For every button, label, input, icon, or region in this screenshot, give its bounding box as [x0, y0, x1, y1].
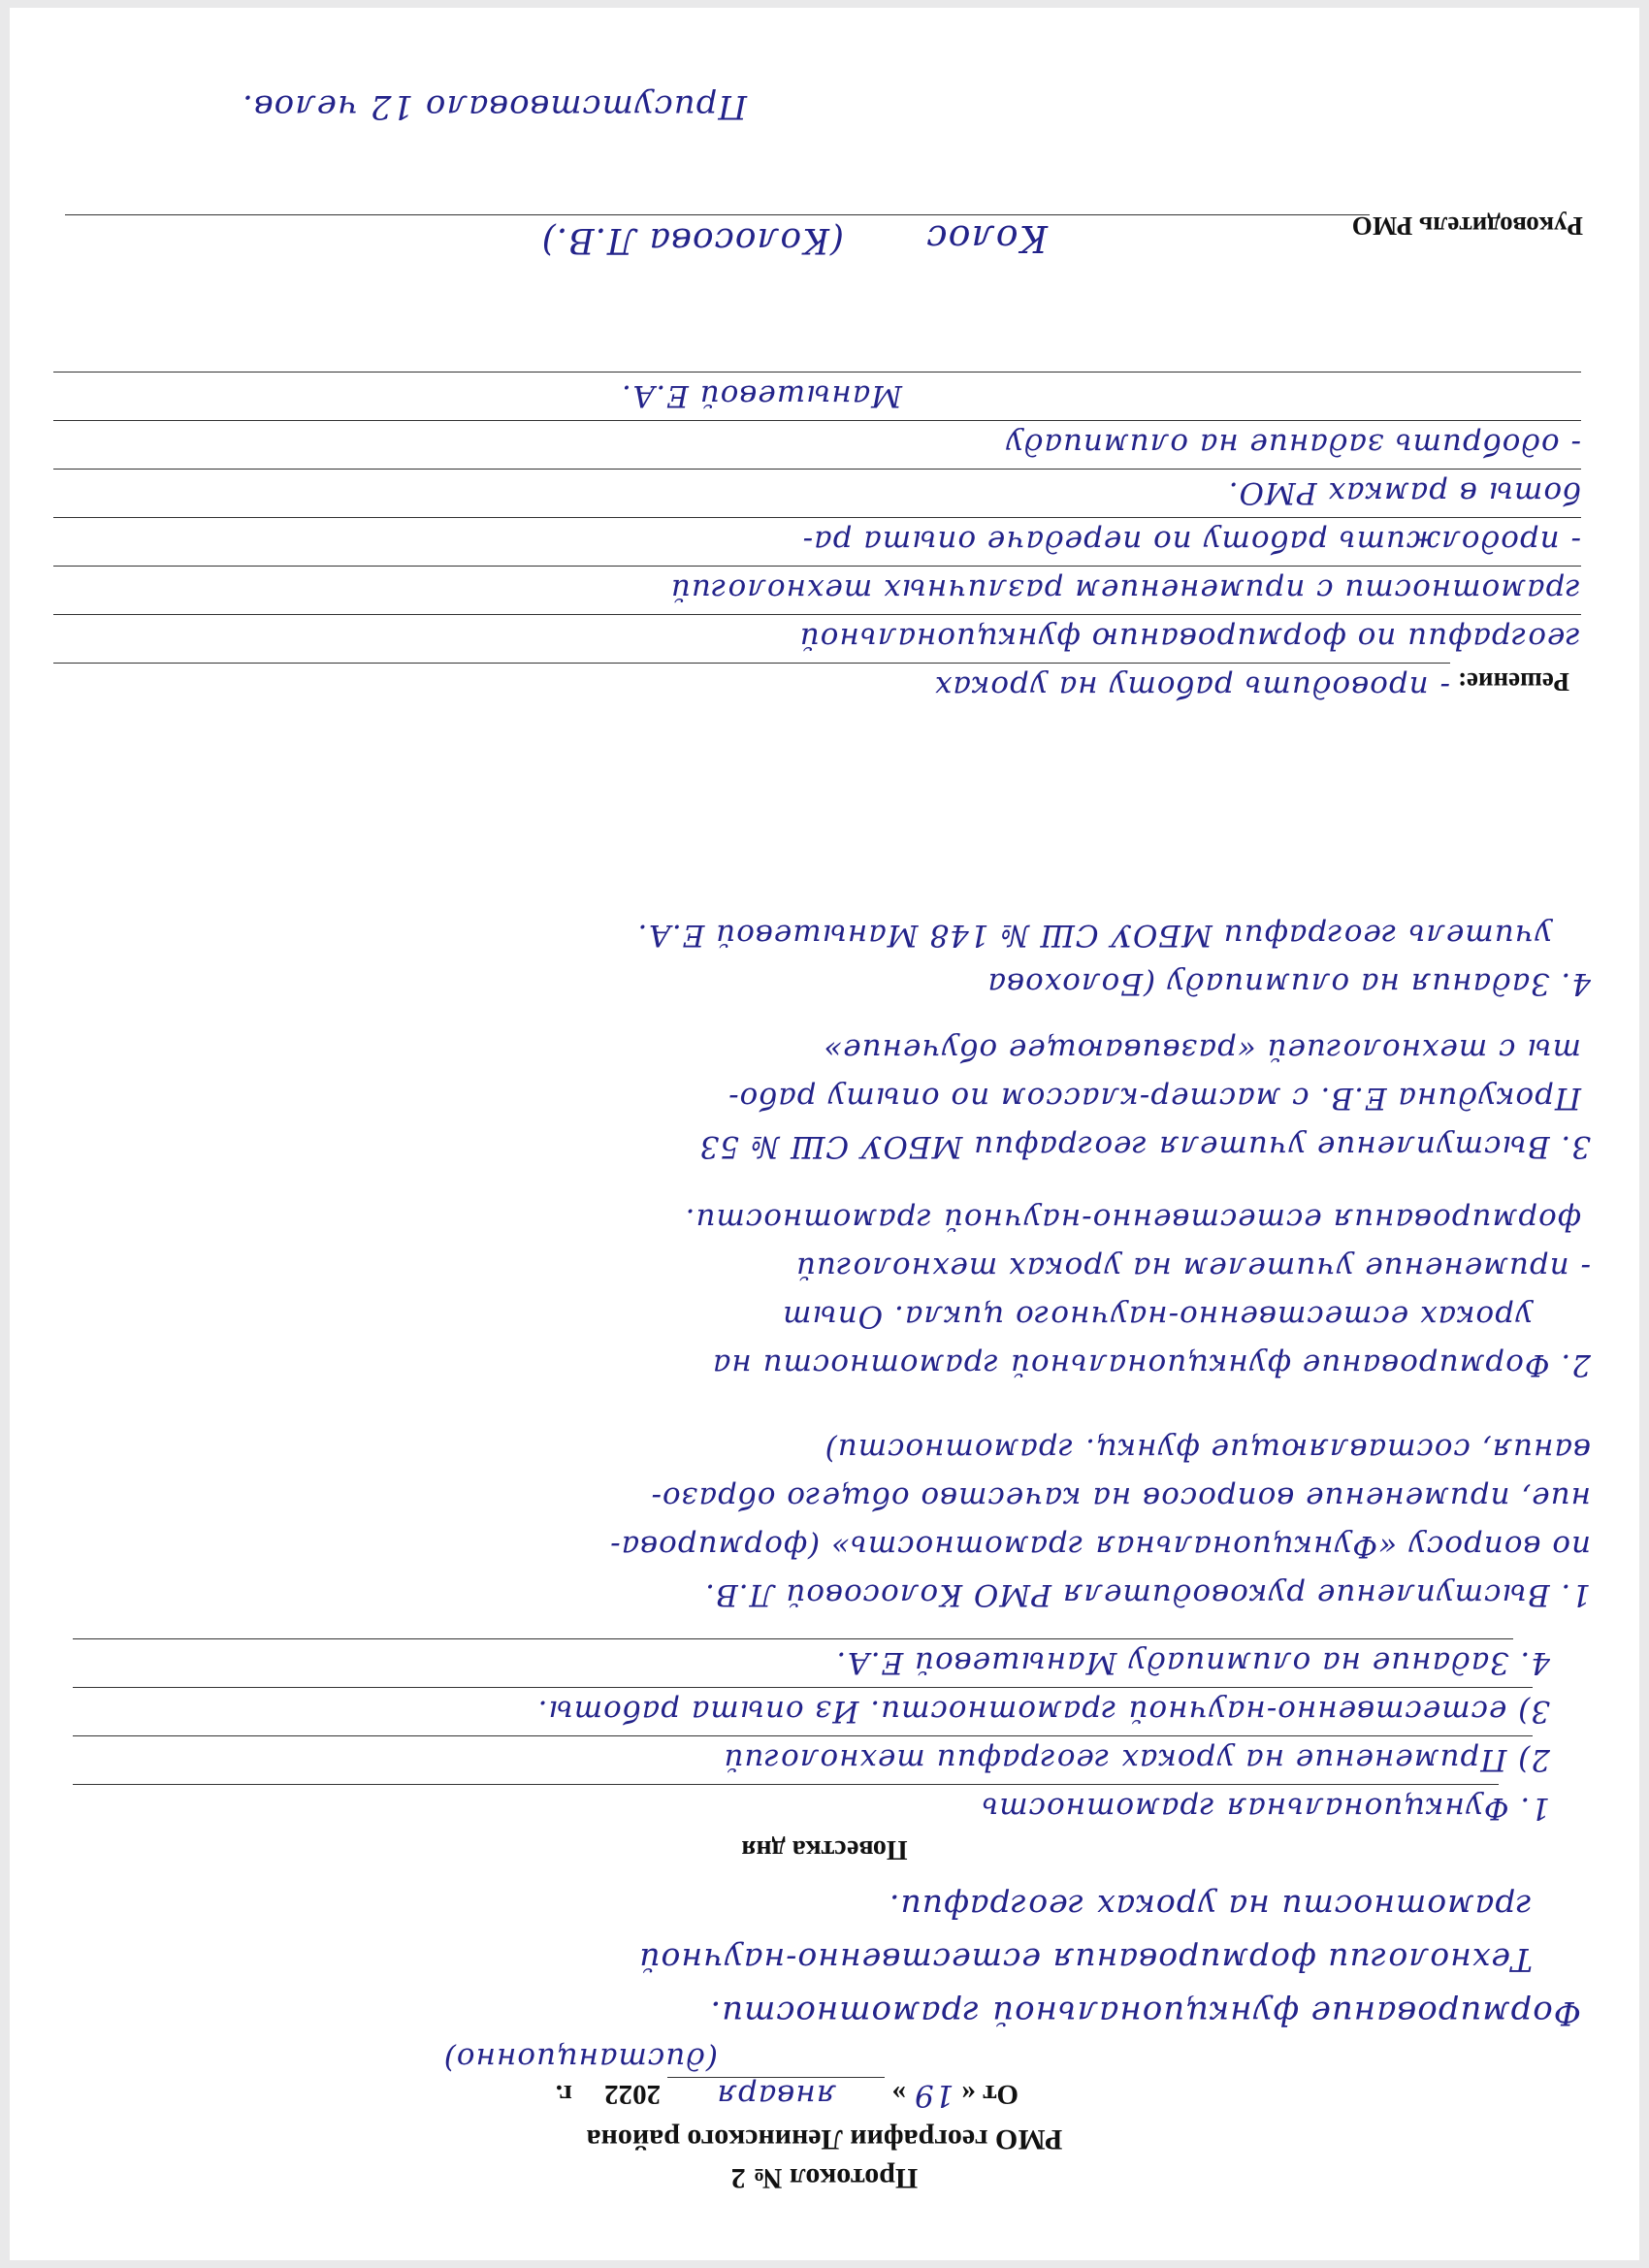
date-prefix: От «: [961, 2079, 1018, 2110]
topic-line-1: Формирование функциональной грамотности.: [709, 1993, 1581, 2032]
decision-line-7: Манышевой Е.А.: [621, 378, 902, 413]
speech-line-1: 1. Выступление руководителя РМО Колосовой Л.В.: [704, 1577, 1591, 1612]
signature-label: Руководитель РМО: [1351, 211, 1583, 241]
signature-mark: Колос: [925, 217, 1048, 260]
protocol-org: РМО географии Ленинского района: [586, 2123, 1063, 2155]
speech-line-5: 2. Формирование функциональной грамотности на: [711, 1347, 1591, 1382]
decision-line-5: боты в рамках РМО.: [1227, 475, 1581, 510]
protocol-title: Протокол № 2: [730, 2162, 919, 2194]
agenda-item-1: 1. Функциональная грамотность: [981, 1791, 1550, 1826]
rule: [53, 517, 1581, 518]
rule: [73, 1735, 1533, 1736]
date-format-note: (дистанционно): [442, 2041, 718, 2076]
date-mid: »: [891, 2079, 906, 2110]
date-month: января: [667, 2077, 885, 2113]
rule: [73, 1687, 1533, 1688]
rule: [53, 420, 1581, 421]
rule: [65, 214, 1370, 215]
speech-line-13: учитель географии МБОУ СШ № 148 Манышевой Е.А.: [636, 918, 1552, 953]
date-year: 2022: [604, 2079, 662, 2110]
rule: [53, 614, 1581, 615]
rule: [53, 663, 1450, 664]
rule: [53, 469, 1581, 470]
topic-line-2: Технологии формирования естественно-научной: [638, 1941, 1533, 1979]
decision-line-1: - проводить работу на уроках: [933, 669, 1450, 704]
decision-line-6: - одобрить задание на олимпиаду: [1004, 427, 1581, 462]
speech-line-4: вания, составляющие функц. грамотности): [824, 1432, 1591, 1467]
speech-line-7: - применение учителем на уроках технологий: [795, 1250, 1591, 1285]
decision-line-4: - продолжить работу по передаче опыта ра-: [801, 524, 1581, 559]
speech-line-3: ние, применение вопросов на качество общего образо-: [650, 1480, 1591, 1515]
decision-line-2: географии по формированию функциональной: [798, 621, 1581, 656]
rule: [53, 566, 1581, 567]
decision-line-3: грамотности с применением различных технологий: [669, 572, 1581, 607]
agenda-heading: Повестка дня: [741, 1834, 908, 1864]
document-sheet: [10, 8, 1639, 2260]
agenda-item-4: 4. Задание на олимпиаду Манышевой Е.А.: [835, 1645, 1550, 1680]
attendance-note: Присутствовало 12 челов.: [242, 87, 747, 126]
agenda-item-3: 3) естественно-научной грамотности. Из опыта работы.: [536, 1694, 1550, 1729]
speech-line-8: формирования естественно-научной грамотности.: [684, 1202, 1581, 1237]
rule: [73, 1784, 1499, 1785]
date-suffix: г.: [555, 2079, 572, 2110]
speech-line-10: Прокудина Е.В. с мастер-классом по опыту рабо-: [728, 1081, 1581, 1116]
speech-line-11: ты с технологией «развивающее обучение»: [823, 1032, 1581, 1067]
speech-line-6: уроках естественно-научного цикла. Опыт: [782, 1299, 1533, 1334]
upside-down-scan: [10, 8, 1639, 2260]
speech-line-2: по вопросу «Функциональная грамотность» (формирова-: [609, 1529, 1591, 1564]
speech-line-9: 3. Выступление учителя географии МБОУ СШ № 53: [698, 1129, 1591, 1164]
signature-name: (Колосова Л.В.): [540, 220, 844, 260]
topic-line-3: грамотности на уроках географии.: [888, 1888, 1533, 1926]
speech-line-12: 4. Задания на олимпиаду (Болохова: [986, 966, 1591, 1001]
decision-label: Решение:: [1458, 667, 1569, 697]
rule: [53, 372, 1581, 373]
date-line: [556, 2078, 1018, 2113]
rule: [73, 1638, 1513, 1639]
date-day: 19: [913, 2078, 954, 2113]
agenda-item-2: 2) Применение на уроках географии технологий: [723, 1742, 1550, 1777]
